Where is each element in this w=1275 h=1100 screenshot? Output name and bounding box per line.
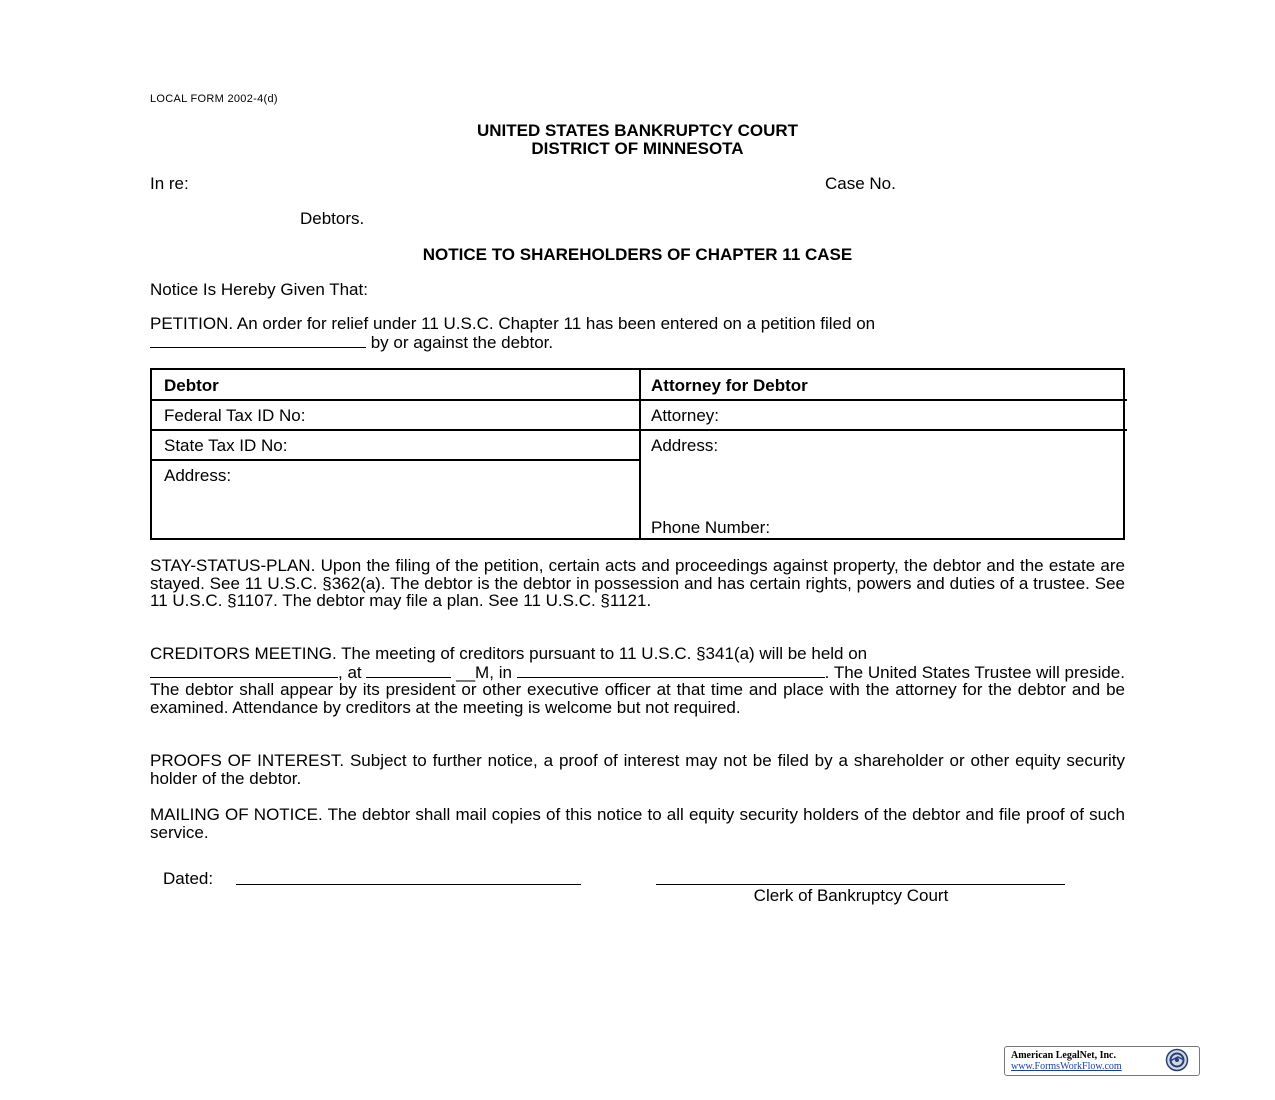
dated-label: Dated: xyxy=(163,869,214,888)
petition-text: PETITION. An order for relief under 11 U.S.C. Chapter 11 has been entered on a petition filed on xyxy=(150,314,876,333)
debtor-address-field[interactable]: Address: xyxy=(164,466,232,485)
court-district: DISTRICT OF MINNESOTA xyxy=(531,139,744,158)
in-re-label: In re: xyxy=(150,174,189,193)
meeting-location-blank[interactable] xyxy=(517,663,825,678)
publisher-logo[interactable] xyxy=(1004,1046,1200,1076)
document-title: NOTICE TO SHAREHOLDERS OF CHAPTER 11 CASE xyxy=(422,245,853,264)
mailing-paragraph: MAILING OF NOTICE. The debtor shall mail copies of this notice to all equity security holders of the debtor and file proof of such service. xyxy=(150,805,1125,842)
dated-blank[interactable] xyxy=(236,884,581,885)
meeting-date-blank[interactable] xyxy=(150,663,338,678)
meeting-time-blank[interactable] xyxy=(366,663,451,678)
clerk-label: Clerk of Bankruptcy Court xyxy=(753,886,949,905)
clerk-signature-line[interactable] xyxy=(656,884,1065,885)
notice-intro: Notice Is Hereby Given That: xyxy=(150,280,368,299)
debtors-label: Debtors. xyxy=(300,209,365,228)
creditors-at: , at xyxy=(338,662,367,682)
creditors-paragraph xyxy=(150,645,1125,716)
court-name: UNITED STATES BANKRUPTCY COURT xyxy=(476,121,799,140)
petition-text-end: by or against the debtor. xyxy=(366,332,554,352)
debtor-header: Debtor xyxy=(164,376,219,395)
creditors-trustee: . The United States Trustee xyxy=(824,662,1032,682)
creditors-rest: will preside. The debtor shall appear by its president or other executive officer at that time and place with the attorney for the debtor and be examined. Attendance by creditors at the meeting is welcome but not required. xyxy=(150,662,1125,717)
federal-tax-id-field[interactable]: Federal Tax ID No: xyxy=(164,406,306,425)
attorney-field[interactable]: Attorney: xyxy=(651,406,720,425)
logo-name: American LegalNet, Inc. xyxy=(1011,1050,1116,1061)
petition-date-blank[interactable] xyxy=(150,333,366,348)
proofs-paragraph: PROOFS OF INTEREST. Subject to further notice, a proof of interest may not be filed by a shareholder or other equity security holder of the debtor. xyxy=(150,751,1125,788)
debtor-attorney-table xyxy=(150,368,1125,540)
attorney-address-field[interactable]: Address: xyxy=(651,436,719,455)
form-id: LOCAL FORM 2002-4(d) xyxy=(150,93,278,105)
petition-paragraph xyxy=(150,315,1125,351)
creditors-line1: CREDITORS MEETING. The meeting of creditors pursuant to 11 U.S.C. §341(a) will be held on xyxy=(150,644,868,663)
case-no-label: Case No. xyxy=(825,174,896,193)
state-tax-id-field[interactable]: State Tax ID No: xyxy=(164,436,288,455)
globe-icon xyxy=(1165,1048,1189,1072)
creditors-m-in: __M, in xyxy=(451,662,517,682)
logo-url[interactable]: www.FormsWorkFlow.com xyxy=(1011,1061,1122,1072)
attorney-header: Attorney for Debtor xyxy=(651,376,808,395)
phone-number-field[interactable]: Phone Number: xyxy=(651,518,771,537)
stay-paragraph: STAY-STATUS-PLAN. Upon the filing of the petition, certain acts and proceedings against property, the debtor and the estate are stayed. See 11 U.S.C. §362(a). The debtor is the debtor in possession and has certain rights, powers and duties of a trustee. See 11 U.S.C. §1107. The debtor may file a plan. See 11 U.S.C. §1121. xyxy=(150,556,1125,610)
